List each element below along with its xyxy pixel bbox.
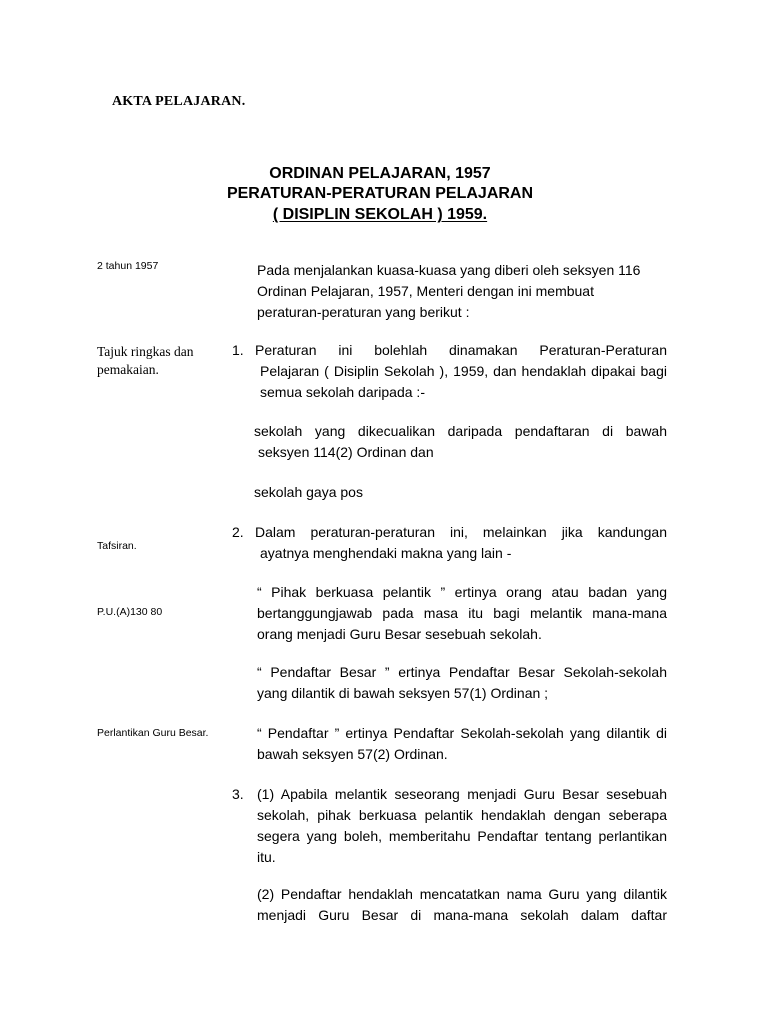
section-3-subsection-1 (257, 784, 667, 868)
section-1-item-a-line: sekolah yang dikecualikan daripada pendaftaran di bawah (254, 423, 667, 439)
title-line-1: ORDINAN PELAJARAN, 1957 (269, 165, 491, 182)
margin-note-short-title (97, 343, 194, 379)
section-3-number: 3. (232, 786, 244, 802)
section-1-number: 1. (232, 342, 244, 358)
definition-line: orang menjadi Guru Besar sesebuah sekolah. (257, 626, 542, 642)
act-heading: AKTA PELAJARAN. (112, 94, 246, 109)
section-2-line: ayatnya menghendaki makna yang lain - (260, 545, 512, 561)
definition-line: bertanggungjawab pada masa itu bagi melantik mana-mana (257, 605, 667, 621)
section-1-item-a (254, 421, 667, 463)
title-line-2: PERATURAN-PERATURAN PELAJARAN (226, 185, 534, 202)
margin-note-reference: P.U.(A)130 80 (97, 606, 163, 618)
margin-note-short-title-line2: pemakaian. (97, 362, 159, 377)
margin-note-interpretation: Tafsiran. (97, 540, 137, 552)
preamble (257, 260, 667, 323)
definition-line: bawah seksyen 57(2) Ordinan. (257, 746, 448, 762)
definition-registrar (257, 723, 667, 765)
section-1-line: Peraturan ini bolehlah dinamakan Peraturan-Peraturan (255, 342, 667, 358)
margin-note-year: 2 tahun 1957 (97, 260, 159, 272)
section-3-line: segera yang boleh, memberitahu Pendaftar tentang perlantikan (257, 828, 667, 844)
preamble-line: Ordinan Pelajaran, 1957, Menteri dengan ini membuat (257, 283, 594, 299)
section-1-text (255, 340, 667, 403)
section-2-number: 2. (232, 524, 244, 540)
section-1-line: semua sekolah daripada :- (260, 384, 425, 400)
definition-line: “ Pendaftar Besar ” ertinya Pendaftar Besar Sekolah-sekolah (257, 664, 667, 680)
section-3-line: (1) Apabila melantik seseorang menjadi Guru Besar sesebuah (257, 786, 667, 802)
section-1-line: Pelajaran ( Disiplin Sekolah ), 1959, dan hendaklah dipakai bagi (260, 363, 667, 379)
definition-appointing-authority (257, 582, 667, 645)
preamble-line: Pada menjalankan kuasa-kuasa yang diberi oleh seksyen 116 (257, 262, 641, 278)
definition-line: “ Pendaftar ” ertinya Pendaftar Sekolah-sekolah yang dilantik di (257, 725, 667, 741)
section-1-item-a-line: seksyen 114(2) Ordinan dan (258, 444, 434, 460)
section-3-subsection-2 (257, 884, 667, 926)
section-3-line: (2) Pendaftar hendaklah mencatatkan nama Guru yang dilantik (257, 886, 667, 902)
section-1-item-b: sekolah gaya pos (254, 484, 363, 500)
margin-note-short-title-line1: Tajuk ringkas dan (97, 344, 194, 359)
section-3-line: sekolah, pihak berkuasa pelantik hendaklah dengan seberapa (257, 807, 667, 823)
definition-line: yang dilantik di bawah seksyen 57(1) Ordinan ; (257, 685, 549, 701)
preamble-line: peraturan-peraturan yang berikut : (257, 304, 470, 320)
definition-line: “ Pihak berkuasa pelantik ” ertinya orang atau badan yang (257, 584, 667, 600)
title-line-3-text: ( DISIPLIN SEKOLAH ) 1959. (272, 206, 488, 223)
section-2-line: Dalam peraturan-peraturan ini, melainkan jika kandungan (255, 524, 667, 540)
section-2-text (255, 522, 667, 564)
definition-registrar-general (257, 662, 667, 704)
title-line-3 (0, 205, 764, 225)
margin-note-appointment: Perlantikan Guru Besar. (97, 727, 209, 739)
section-3-line: menjadi Guru Besar di mana-mana sekolah dalam daftar (257, 907, 667, 923)
section-3-line: itu. (257, 849, 276, 865)
